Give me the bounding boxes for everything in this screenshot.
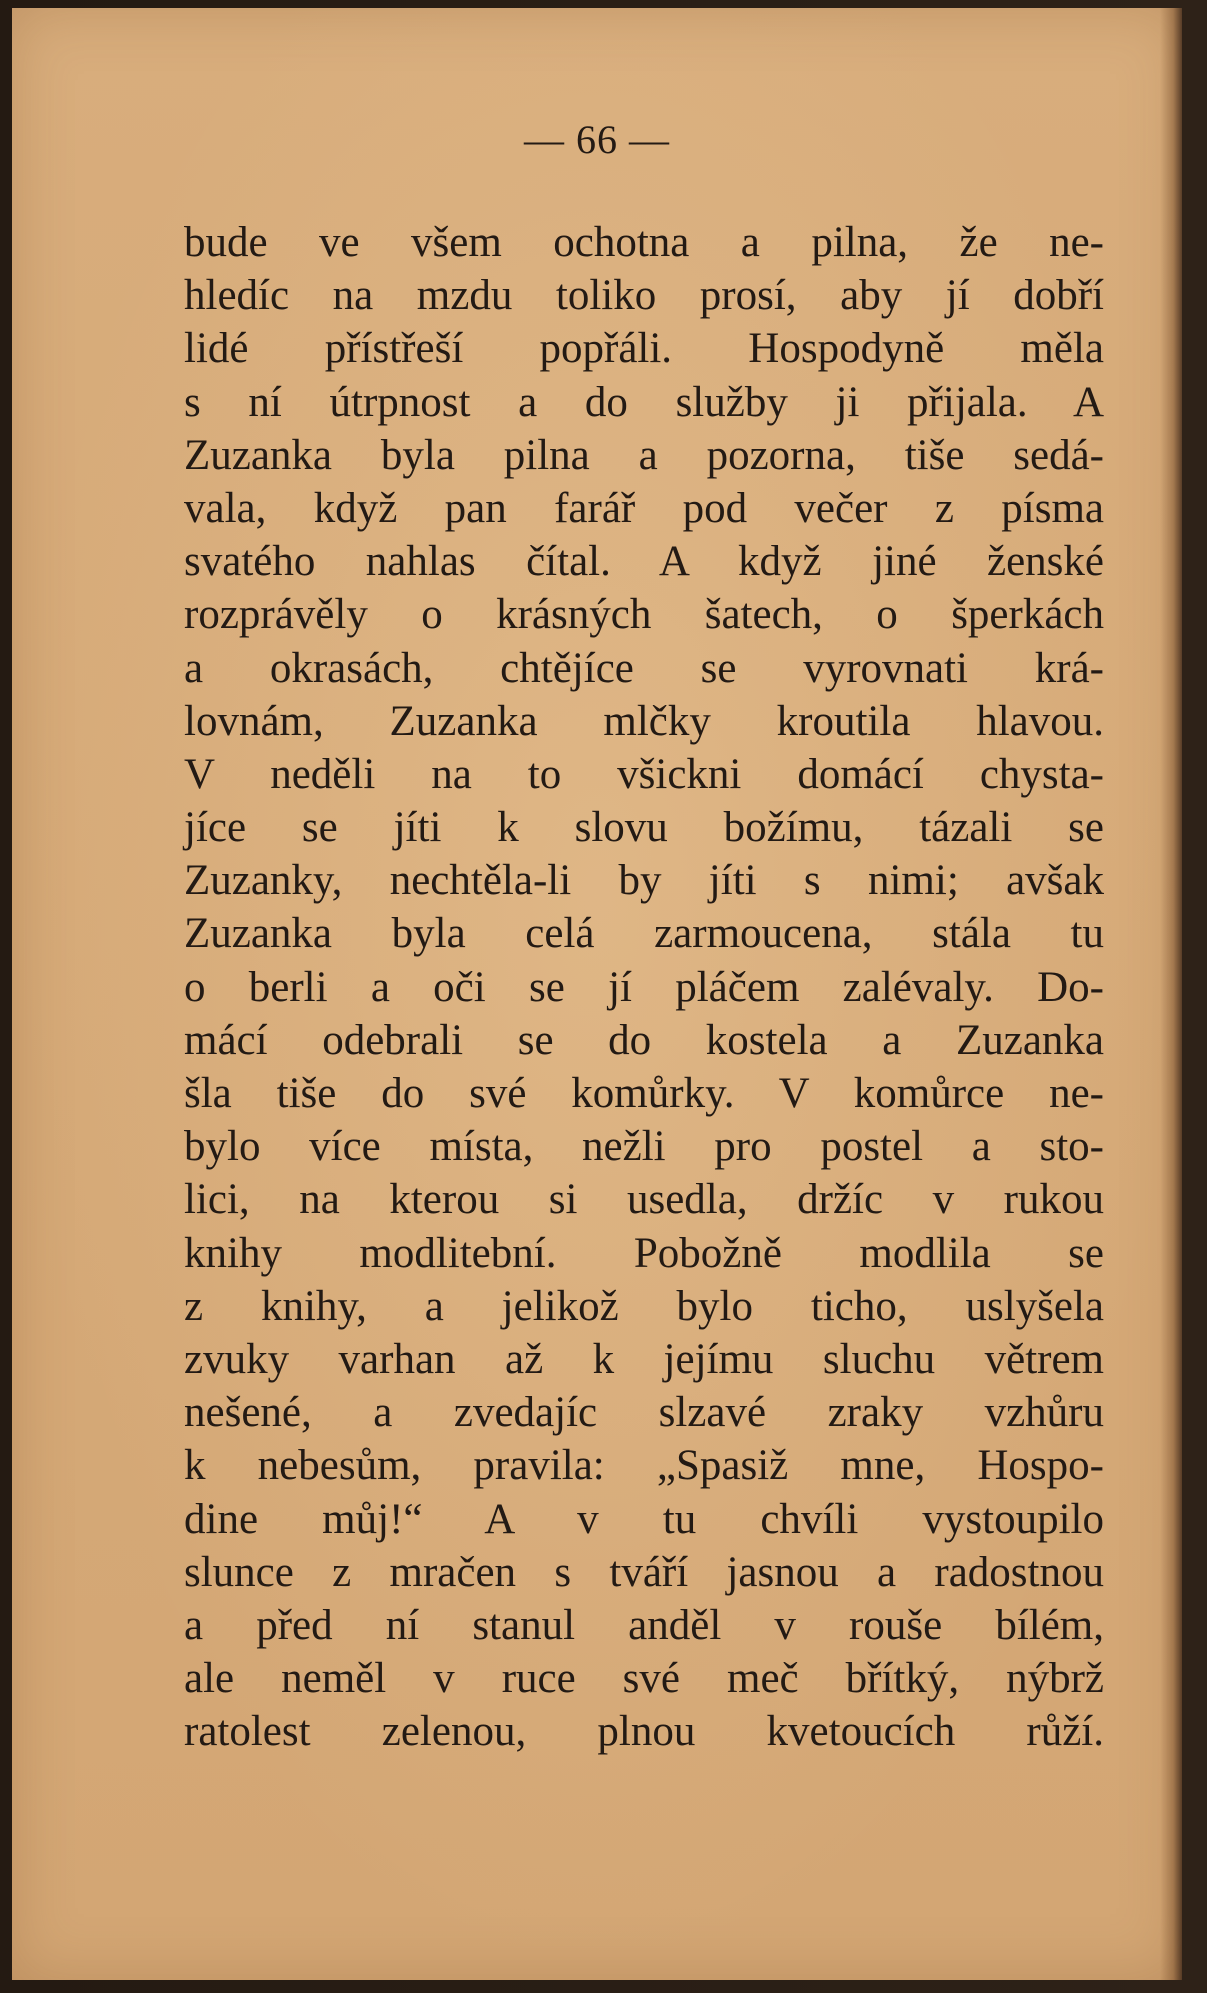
text-line: lidé přístřeší popřáli. Hospodyně měla — [184, 325, 1104, 373]
text-line: šla tiše do své komůrky. V komůrce ne- — [184, 1070, 1104, 1117]
book-page — [12, 8, 1182, 1980]
text-line: jíce se jíti k slovu božímu, tázali se — [184, 804, 1104, 852]
text-line: vala, když pan farář pod večer z písma — [184, 484, 1104, 532]
text-line: lici, na kterou si usedla, držíc v rukou — [184, 1176, 1104, 1224]
text-line: lovnám, Zuzanka mlčky kroutila hlavou. — [184, 697, 1104, 745]
text-line: dine můj!“ A v tu chvíli vystoupilo — [184, 1495, 1104, 1543]
text-line: bude ve všem ochotna a pilna, že ne- — [184, 219, 1104, 266]
text-line: V neděli na to všickni domácí chysta- — [184, 750, 1104, 798]
text-line: a před ní stanul anděl v rouše bílém, — [184, 1601, 1104, 1649]
text-line: knihy modlitební. Pobožně modlila se — [184, 1229, 1104, 1277]
text-line: ratolest zelenou, plnou kvetoucích růží. — [184, 1708, 1104, 1756]
text-line: s ní útrpnost a do služby ji přijala. A — [184, 378, 1104, 426]
page-number: — 66 — — [524, 117, 670, 162]
text-line: a okrasách, chtějíce se vyrovnati krá- — [184, 644, 1104, 692]
text-line: mácí odebrali se do kostela a Zuzanka — [184, 1016, 1104, 1064]
text-line: k nebesům, pravila: „Spasiž mne, Hospo- — [184, 1442, 1104, 1490]
page-spine-shadow — [1160, 8, 1182, 1980]
text-line: svatého nahlas čítal. A když jiné ženské — [184, 538, 1104, 586]
text-line: Zuzanky, nechtěla-li by jíti s nimi; avšak — [184, 857, 1104, 905]
text-line: zvuky varhan až k jejímu sluchu větrem — [184, 1335, 1104, 1383]
text-line: rozprávěly o krásných šatech, o šperkách — [184, 591, 1104, 639]
text-line: Zuzanka byla pilna a pozorna, tiše sedá- — [184, 431, 1104, 479]
body-text — [184, 216, 1104, 1758]
text-line: z knihy, a jelikož bylo ticho, uslyšela — [184, 1282, 1104, 1330]
text-line: bylo více místa, nežli pro postel a sto- — [184, 1123, 1104, 1171]
text-line: slunce z mračen s tváří jasnou a radostnou — [184, 1548, 1104, 1596]
text-line: hledíc na mzdu toliko prosí, aby jí dobří — [184, 272, 1104, 320]
text-line: Zuzanka byla celá zarmoucena, stála tu — [184, 910, 1104, 958]
text-line: ale neměl v ruce své meč břítký, nýbrž — [184, 1655, 1104, 1703]
text-line: nešené, a zvedajíc slzavé zraky vzhůru — [184, 1389, 1104, 1437]
text-line: o berli a oči se jí pláčem zalévaly. Do- — [184, 963, 1104, 1011]
